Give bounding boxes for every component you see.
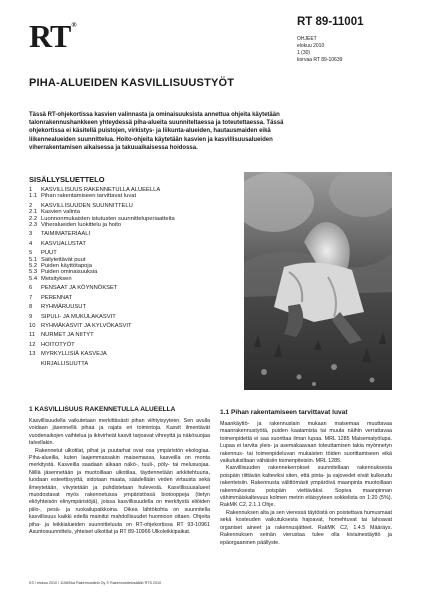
intro-paragraph: Tässä RT-ohjekortissa kasvien valinnasta ja ominaisuuksista annettua ohjeita käytetään talonrakennushankkeen yhteydessä piha-alueita suunniteltaessa ja toteutettaessa. Tässä ohjekortissa ei käsitellä puistojen, virkistys- ja liikunta-alueiden, hautausmaiden eikä liikennealueiden suunnittelua. Hoito-ohjeita käytetään kasvien ja kasvillisuusalueiden viherrakentamisen aikaisessa ja takuuaikaisessa hoidossa. [29,112,284,151]
toc-number: 3 [29,231,33,238]
toc-text: SIPULI- JA MUKULAKASVIT [41,313,116,320]
toc-number: 9 [29,313,33,320]
logo-text: RT [29,18,71,54]
toc-item [29,231,249,237]
toc-text: KIRJALLISUUTTA [41,360,89,367]
toc-item [29,222,249,228]
toc-item [29,323,249,329]
toc-item [29,295,249,301]
document-code: RT 89-11001 [297,16,364,28]
toc-text: PUUT [41,250,57,257]
toc-text: Puiden ominaisuuksia [41,269,98,276]
toc-number: 2.3 [29,222,38,229]
toc-number: 5.4 [29,275,38,282]
meta-pages: 1 (30) [297,50,311,56]
toc-text: Luonnonmukaisten istutusten suunnitteluperiaatteita [41,215,175,222]
section-1-paragraph: Rakennetut ulkotilat, pihat ja puutarhat ovat osa ympäristön ekologiaa. Piha-alueilla, kuten laajemmassakin maisemassa, kasveilla on monta merkitystä. Kasveilla saadaan aikaan näkö-, tuuli-, pöly- tai melusuojaa. Niillä jäsennetään ja muotoillaan ulkotilaa, täydennetään arkkitehtuuria, luodaan esteettisyyttä, sidotaan maata, säädellään veden virtausta sekä ilmeytetään, viivytetään ja puhdistetaan hulevesiä. Kasvillisuusalueet muodostavat myös rakennetussa ympäristössä biotooppeja (tietyn eliöyhteisön elinympäristöjä), joissa kasvillisuudella on merkitystä eliöiden piilo-, pesä- ja ruokailupaikkoina. Oikea lähtökohta on suunnitella kasvillisuus kaikki edellä mainitut mahdollisuudet huomioon ottaen. Ohjeita piha- ja leikkialueiden suunnitteluuta on RT-ohjekortissa RT 93-10961 Asuntosuunnittelu, yhteiset ulkotilat ja RT 89-10966 Ulkoleikkipaikat. [29,447,210,536]
document-meta [297,36,342,64]
toc-number [29,361,41,367]
toc-text: PENSAAT JA KÖYNNÖKSET [41,285,118,292]
toc-item [29,361,249,367]
toc-number: 8 [29,304,33,311]
toc-item [29,285,249,291]
toc-number: 5 [29,250,33,257]
meta-replaces: korvaa RT 89-10639 [297,57,343,63]
toc-text: Metsityksen [41,275,72,282]
page-title: PIHA-ALUEIDEN KASVILLISUUSTYÖT [29,77,235,89]
gardener-photo-illustration [244,172,392,390]
section-1-heading: 1 KASVILLISUUS RAKENNETULLA ALUEELLA [29,406,176,413]
toc-text: KASVILLISUUDEN SUUNNITTELU [41,202,133,209]
toc-item [29,193,249,199]
toc-text: Kasvien valinta [41,209,80,216]
toc-text: KASVILLISUUS RAKENNETULLA ALUEELLA [41,187,161,193]
toc-text: Puiden käyttötapoja [41,263,92,270]
toc-text: RYHMÄRUUSUT [41,304,86,311]
toc-text: RYHMÄKASVIT JA KYLVÖKASVIT [41,322,132,329]
toc-number: 1.1 [29,193,38,200]
toc-number: 2 [29,202,33,209]
registered-mark: ® [71,21,76,29]
rt-logo [29,20,76,52]
toc-number: 2.2 [29,215,38,222]
toc-item [29,304,249,310]
toc-number: 5.2 [29,263,38,270]
page-footer: KS / elokuu 2010 / 11069/ka Rakennustieto Oy © Rakennustietosäätiö RTS 2010 [29,581,162,585]
toc-text: HOITOTYÖT [41,341,75,348]
section-1-1-heading: 1.1 Pihan rakentamiseen tarvittavat luvat [220,409,348,416]
toc-item [29,351,249,357]
section-1-1-paragraph: Rakennuksen alta ja sen vieressä täytöistä on poistettava humusmaat sekä kosteuden vaikutuksesta hajoavat, homehtuvat tai lahoavat organiset aineet ja rakennusjätteet. RakMK C2, 1.4.5 Määräys. Rakennuksen seinän vierustaa tulee olla kiviainestäyttö ja epäorgaaninen päällyste. [220,509,392,546]
section-1-1-paragraph: Kasvillisuuden rakennekerrokset suunnitellaan rakennuksesta poispäin riittävän kalteviksi siten, että pinta- ja vajovedet eivät kulkeudu rakenteisiin. Rakennusta välittömästi ympäröivä maanpinta muotoillaan rakennuksesta poispäin viettäväksi. Sopiva maanpinnan vähimmäiskaltevuus kolmen metrin etäisyyteen sokkelista on 1:20 (5%). RakMK C2, 2.1.1 Ohje. [220,465,392,509]
meta-date: elokuu 2010 [297,43,325,49]
toc-title: SISÄLLYSLUETTELO [29,175,105,184]
toc-number: 5.1 [29,256,38,263]
gardener-photo [244,172,392,390]
toc-text: Pihan rakentamiseen tarvittavat luvat [41,193,137,200]
toc-number: 6 [29,285,33,292]
toc-item [29,241,249,247]
toc-text: Säilytettävät puut [41,256,86,263]
toc-number: 5.3 [29,269,38,276]
toc-text: NURMET JA NIITYT [41,332,94,339]
toc-number: 7 [29,294,33,301]
meta-type: OHJEET [297,36,317,42]
toc-item [29,276,249,282]
toc-number: 13 [29,351,36,358]
table-of-contents [29,187,249,367]
toc-number: 11 [29,332,36,339]
section-1-1-text [220,421,392,547]
toc-item [29,342,249,348]
toc-number: 12 [29,341,36,348]
toc-text: Viheralueiden luokittelu ja hoito [41,222,122,229]
section-1-text [29,418,210,537]
section-1-1-paragraph: Maankäyttö- ja rakennuslain mukaan maisemaa muuttavaa maanrakennustyötä, puiden kaatamista tai muuta näihin verrattavaa toimenpidettä ei saa suorittaa ilman lupaa. MRL 1285 Maisematyölupa. Lupaa ei tarvita yleis- ja asemakaavaan toteuttamisen takia myönnetyn rakennus- tai toimenpideluvan mukaisten töiden suorittamiseen eikä vaikutuksiltaan vähäisiin toimenpiteisiin. MRL 1285. [220,421,392,465]
toc-number: 4 [29,240,33,247]
toc-number: 10 [29,322,36,329]
toc-number: 2.1 [29,209,38,216]
toc-item [29,314,249,320]
toc-item [29,332,249,338]
toc-text: MYRKYLLISIÄ KASVEJA [41,351,107,358]
toc-number: 1 [29,187,33,193]
toc-text: TAIMIMATERIAALI [41,231,91,238]
toc-text: PERENNAT [41,294,73,301]
toc-text: KASVUALUSTAT [41,240,86,247]
section-1-paragraph: Kasvillisuudella vaikutetaan merkittävästi pihan viihtyisyyteen. Sen avulla voidaan jäsennellä pihaa ja rajata eri toimintoja. Kasvit ilmentävät vuodenaikojen vaihtelua ja ikkvirheät kasvit tarjoavat vihreyttä ja näkösuojaa talvellakin. [29,418,210,447]
